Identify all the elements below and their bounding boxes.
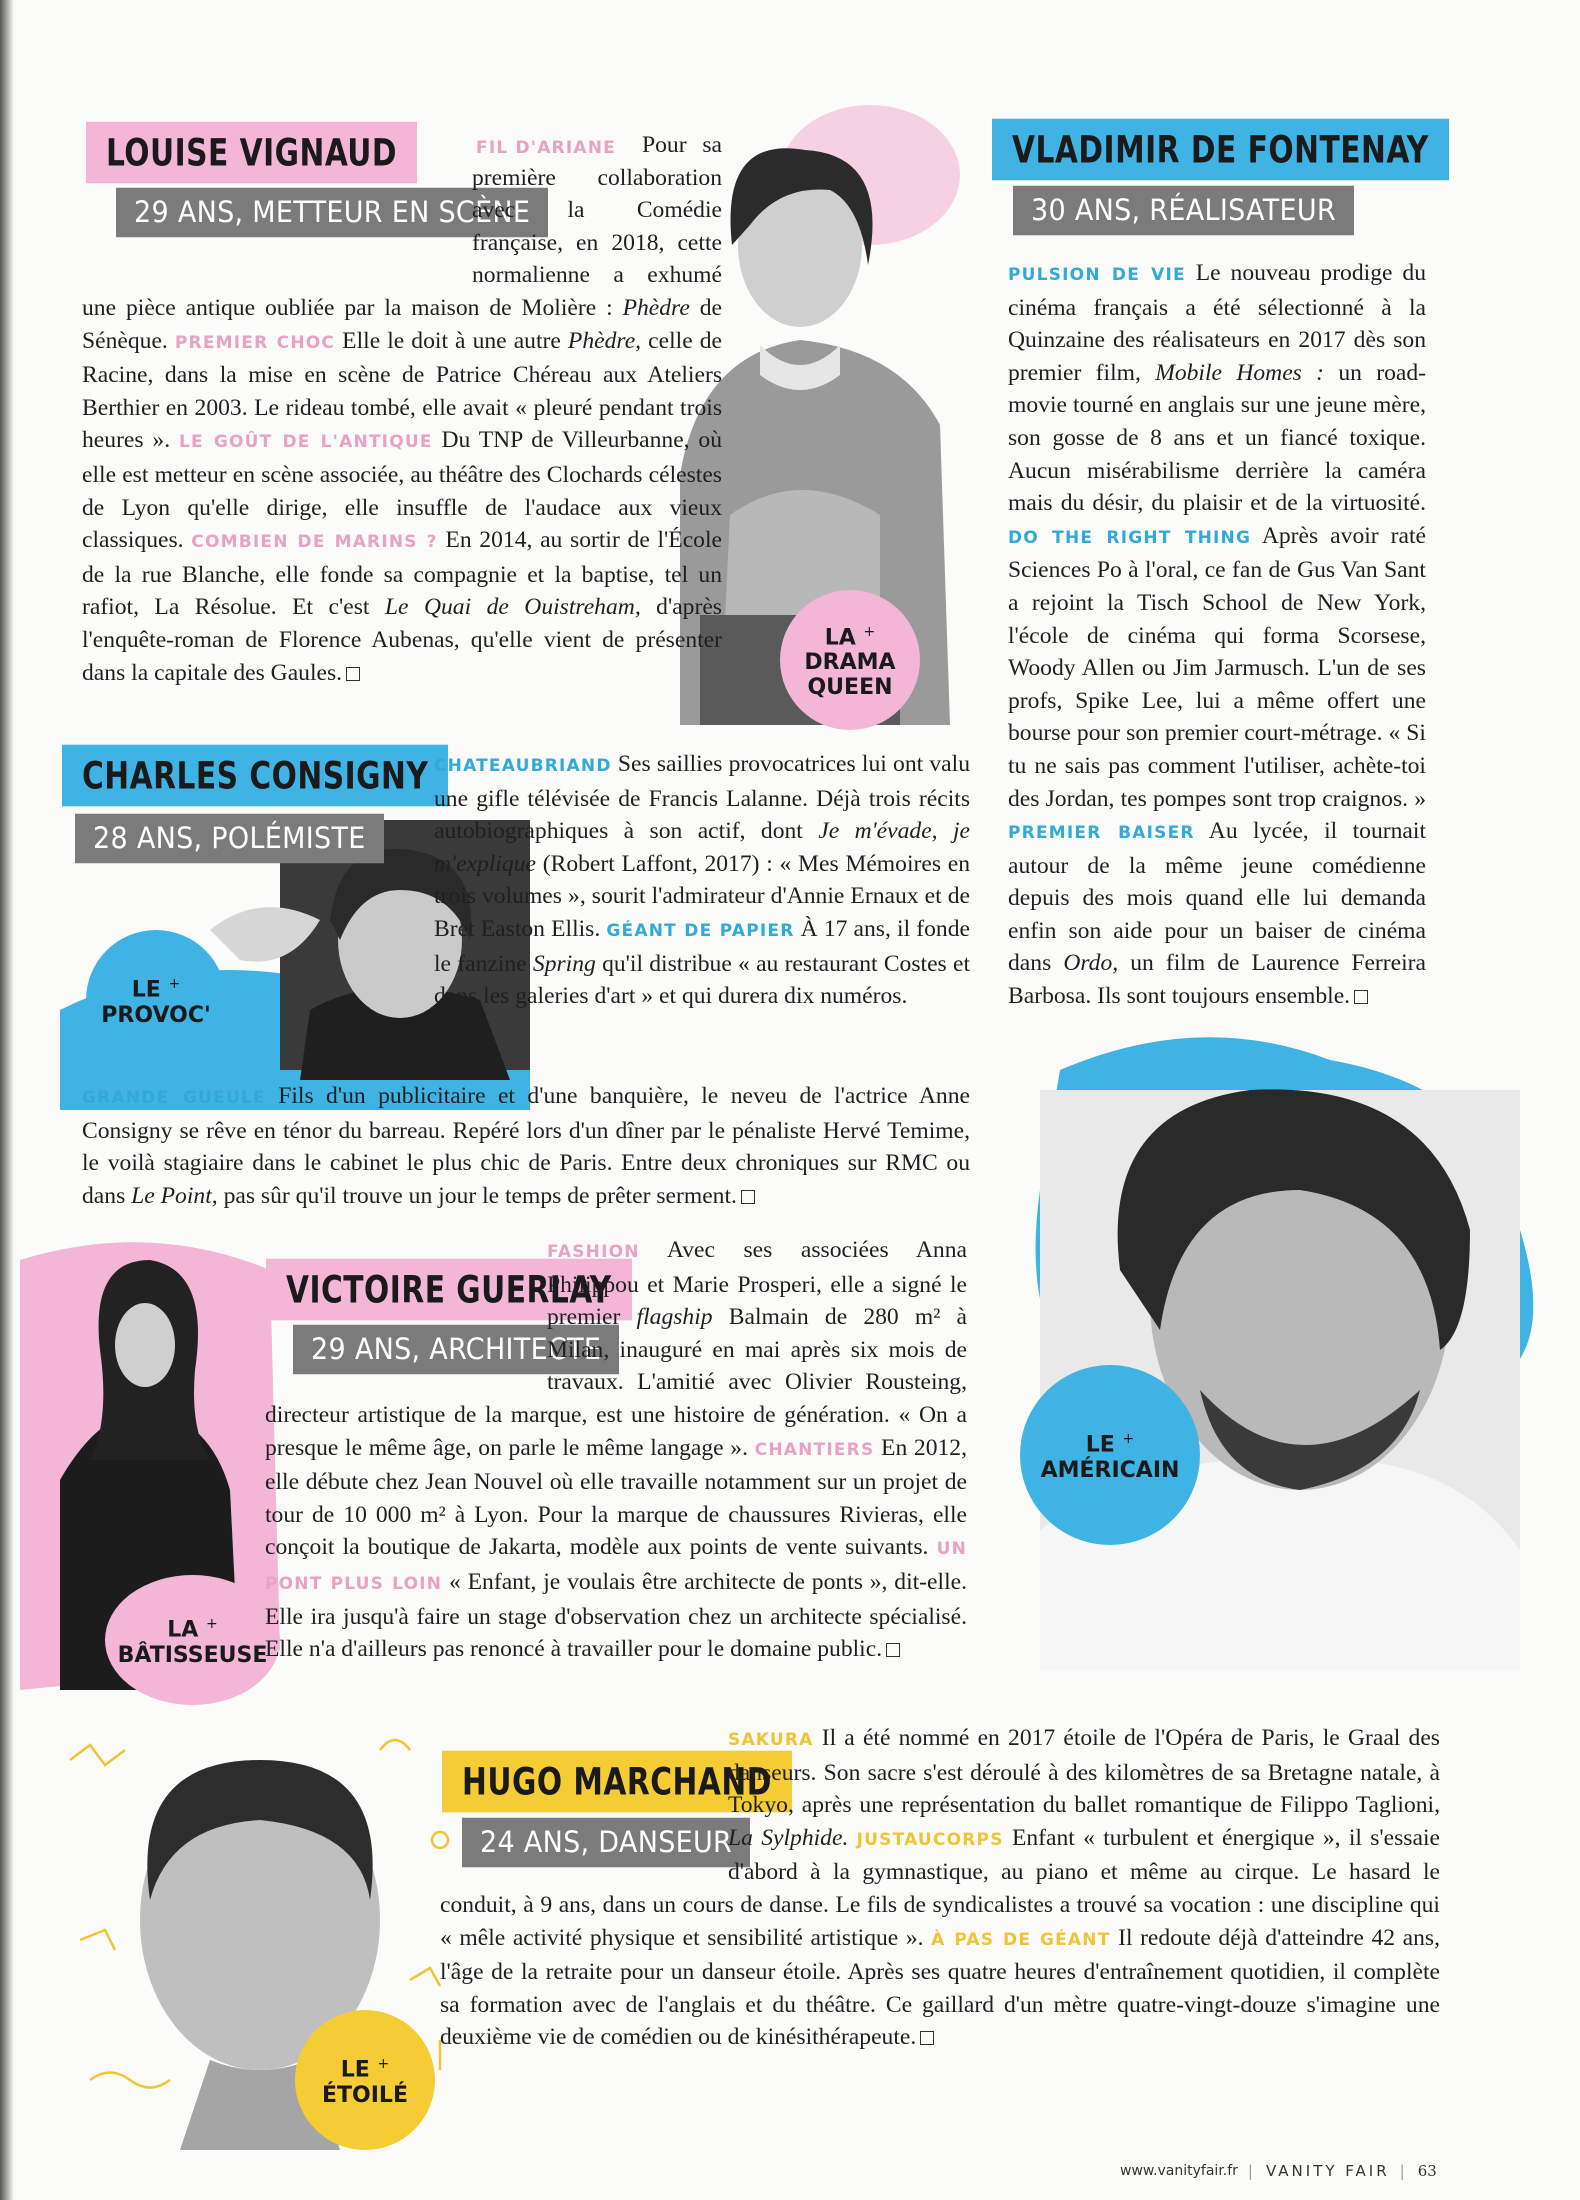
text-charles-3-it: Le Point, [131, 1182, 218, 1209]
text-vladimir-3-it: Ordo, [1063, 950, 1119, 977]
kw-victoire-3: UN PONT PLUS LOIN [265, 1539, 967, 1594]
kw-charles-2: GÉANT DE PAPIER [606, 920, 795, 941]
tag-hugo-bottom: ÉTOILÉ [322, 2082, 408, 2108]
text-louise-4: En 2014, au sortir de l'École de la rue Blanche, elle fonde sa compagnie et la baptise, tel un rafiot, La Résolue. Et c'est [82, 527, 723, 621]
name-vladimir: VLADIMIR DE FONTENAY [992, 119, 1449, 181]
text-victoire-1b: Balmain de 280 m² à Milan, inauguré en mai après six mois de travaux. L'amitié avec Olivier Rousteing, directeur artistique de la marque, est une histoire de génération. « On a presque le même âge, on parle le même langage ». [265, 1304, 967, 1461]
text-louise-4-it: Le Quai de Ouistreham, [384, 594, 641, 621]
text-victoire [265, 1234, 967, 1666]
end-mark-icon [346, 667, 360, 681]
tag-victoire-top: LA + [167, 1616, 218, 1643]
text-charles-2: À 17 ans, il fonde le fanzine [434, 915, 970, 977]
name-hugo: HUGO MARCHAND [442, 1751, 792, 1813]
name-louise: LOUISE VIGNAUD [86, 122, 417, 184]
kw-hugo-3: À PAS DE GÉANT [931, 1929, 1111, 1950]
kw-louise-3: LE GOÛT DE L'ANTIQUE [178, 432, 433, 453]
tag-victoire-bottom: BÂTISSEUSE [117, 1642, 268, 1668]
age-vladimir: 30 ANS, RÉALISATEUR [1013, 186, 1354, 236]
end-mark-icon [741, 1190, 755, 1204]
tag-hugo-top: LE + [340, 2056, 390, 2083]
kw-hugo-2: JUSTAUCORPS [856, 1829, 1004, 1850]
text-louise-4b: d'après l'enquête-roman de Florence Aubenas, qu'elle vient de présenter dans la capitale des Gaules. [82, 594, 722, 686]
end-mark-icon [886, 1643, 900, 1657]
end-mark-icon [1354, 990, 1368, 1004]
portrait-vladimir [1000, 1030, 1560, 1670]
text-charles-1b: (Robert Laffont, 2017) : « Mes Mémoires en trois volumes », sourit l'admirateur d'Annie Ernaux et de Bret Easton Ellis. [434, 850, 970, 942]
kw-victoire-2: CHANTIERS [754, 1439, 875, 1460]
text-victoire-3: « Enfant, je voulais être architecte de ponts », dit-elle. Elle ira jusqu'à faire un stage d'observation chez un architecte spécialisé. Elle n'a d'ailleurs pas renoncé à travailler pour le domaine public. [265, 1568, 967, 1663]
kw-vladimir-2: DO THE RIGHT THING [1008, 527, 1252, 548]
kw-hugo-1: SAKURA [728, 1730, 814, 1750]
text-victoire-2: En 2012, elle débute chez Jean Nouvel où elle travaille notamment sur un projet de tour de 10 000 m² à Lyon. Pour la marque de chaussures Rivieras, elle conçoit la boutique de Jakarta, modèle aux points de vente suivants. [265, 1434, 967, 1561]
text-charles-1: Ses saillies provocatrices lui ont valu une gifle télévisée de Francis Lalanne. Déjà trois récits autobiographiques à son actif, dont [434, 751, 970, 845]
tag-charles-top: LE + [131, 976, 181, 1003]
text-hugo-1: Il a été nommé en 2017 étoile de l'Opéra de Paris, le Graal des danseurs. Son sacre s'est déroulé à des kilomètres de sa Bretagne natale, à Tokyo, après une représentation du ballet romantique de Filippo Taglioni, [728, 1725, 1440, 1819]
tag-vladimir [1020, 1365, 1200, 1545]
footer [1120, 2162, 1437, 2180]
text-hugo-2: Enfant « turbulent et énergique », il s'essaie d'abord à la gymnastique, au piano et même au cirque. Le hasard le conduit, à 9 ans, dans un cours de danse. Le fils de syndicalistes a trouvé sa vocation : une discipline qui « mêle activité physique et sensibilité artistique ». [440, 1824, 1440, 1951]
name-victoire: VICTOIRE GUERLAY [266, 1259, 632, 1321]
text-vladimir-2: Après avoir raté Sciences Po à l'oral, ce fan de Gus Van Sant a rejoint la Tisch School de New York, l'école de cinéma qui forma Scorsese, Woody Allen ou Jim Jarmusch. L'un de ses profs, Spike Lee, lui a même offert une bourse pour son premier court-métrage. « Si tu ne sais pas comment l'utiliser, achète-toi des Jordan, tes pompes sont trop craignos. » [1008, 522, 1426, 812]
kw-charles-1: CHATEAUBRIAND [434, 756, 612, 776]
text-louise-3: Du TNP de Villeurbanne, où elle est metteur en scène associée, au théâtre des Clochards célestes de Lyon qu'elle dirige, elle insuffle de l'audace aux vieux classiques. [82, 427, 722, 554]
age-charles: 28 ANS, POLÉMISTE [75, 814, 384, 864]
tag-victoire [105, 1575, 280, 1705]
kw-louise-1: FIL D'ARIANE [476, 138, 616, 158]
text-victoire-1-it: flagship [636, 1304, 713, 1331]
text-hugo [440, 1722, 1440, 2054]
text-charles-2b: qu'il distribue « au restaurant Costes et dans les galeries d'art » et qui durera dix numéros. [434, 950, 970, 1010]
text-vladimir-3b: un film de Laurence Ferreira Barbosa. Ils sont toujours ensemble. [1008, 950, 1426, 1010]
kw-louise-4: COMBIEN DE MARINS ? [191, 532, 438, 553]
kw-vladimir-1: PULSION DE VIE [1008, 265, 1186, 285]
age-victoire: 29 ANS, ARCHITECTE [293, 1325, 619, 1375]
tag-vladimir-bottom: AMÉRICAIN [1040, 1457, 1180, 1483]
text-charles-2-it: Spring [532, 950, 596, 977]
tag-louise [780, 590, 920, 730]
age-louise: 29 ANS, METTEUR EN SCÈNE [116, 188, 548, 238]
text-vladimir-1-it: Mobile Homes : [1155, 359, 1325, 386]
kw-vladimir-3: PREMIER BAISER [1008, 823, 1195, 844]
text-louise-2: Elle le doit à une autre [335, 327, 568, 354]
text-charles [434, 748, 970, 1013]
text-louise-2b: celle de Racine, dans la mise en scène de Patrice Chéreau aux Ateliers Berthier en 2003. Le rideau tombé, elle avait « pleuré pendant trois heures ». [82, 327, 722, 454]
tag-louise-top: LA + [824, 623, 876, 651]
text-louise [82, 128, 722, 689]
text-charles-3b: pas sûr qu'il trouve un jour le temps de prêter serment. [217, 1182, 737, 1209]
portrait-vladimir-drawing [1000, 1030, 1560, 1670]
page-gutter-shadow [0, 0, 14, 2200]
footer-page-number: 63 [1417, 2162, 1437, 2180]
end-mark-icon [920, 2031, 934, 2045]
text-charles-1-it: Je m'évade, je m'explique [434, 818, 970, 877]
kw-charles-3: GRANDE GUEULE [82, 1088, 266, 1108]
tag-hugo [295, 2010, 435, 2150]
text-louise-1b: de Sénèque. [82, 294, 722, 354]
tag-vladimir-top: LE + [1085, 1431, 1135, 1458]
kw-louise-2: PREMIER CHOC [174, 332, 336, 353]
text-hugo-3: Il redoute déjà d'atteindre 42 ans, l'âge de la retraite pour un danseur étoile. Après ses quatre heures d'entraînement quotidien, il complète sa formation avec de l'anglais et du théâtre. Ce gaillard d'un mètre quatre-vingt-douze s'imagine une deuxième vie de comédien ou de kinésithérapeute. [440, 1924, 1440, 2051]
text-vladimir-3: Au lycée, il tournait autour de la même jeune comédienne depuis des mois quand elle lui demanda enfin son aide pour un baiser de cinéma dans [1008, 818, 1426, 977]
text-charles-bottom [82, 1080, 970, 1212]
text-hugo-1-it: La Sylphide. [728, 1824, 849, 1851]
footer-sep-icon: | [1247, 2162, 1256, 2180]
tag-charles-bottom: PROVOC' [101, 1002, 211, 1028]
age-hugo: 24 ANS, DANSEUR [462, 1818, 750, 1868]
text-vladimir-1: Le nouveau prodige du cinéma français a été sélectionné à la Quinzaine des réalisateurs en 2017 dès son premier film, [1008, 260, 1426, 386]
text-victoire-1: Avec ses associées Anna Philippou et Marie Prosperi, elle a signé le premier [547, 1237, 967, 1331]
text-louise-1-it: Phèdre [622, 294, 690, 321]
text-louise-2-it: Phèdre, [567, 327, 642, 354]
tag-louise-bottom: DRAMA QUEEN [804, 650, 896, 701]
footer-brand: VANITY FAIR [1265, 2162, 1390, 2180]
text-louise-1: Pour sa première collaboration avec la Comédie française, en 2018, cette normalienne a exhumé une pièce antique oubliée par la maison de Molière : [82, 132, 722, 321]
text-charles-3: Fils d'un publicitaire et d'une banquière, le neveu de l'actrice Anne Consigny se rêve en ténor du barreau. Repéré lors d'un dîner par le pénaliste Hervé Temime, le voilà stagiaire dans le cabinet le plus chic de Paris. Entre deux chroniques sur RMC ou dans [82, 1083, 970, 1209]
footer-sep-icon: | [1399, 2162, 1408, 2180]
text-vladimir-1b: un road-movie tourné en anglais sur une jeune mère, son gosse de 8 ans et un fiancé toxique. Aucun misérabilisme derrière la caméra mais du désir, du plaisir et de la virtuosité. [1008, 359, 1426, 517]
footer-url: www.vanityfair.fr [1120, 2163, 1238, 2179]
tag-charles [86, 930, 226, 1070]
text-vladimir [1008, 257, 1426, 1013]
kw-victoire-1: FASHION [547, 1242, 640, 1262]
name-charles: CHARLES CONSIGNY [62, 745, 448, 807]
